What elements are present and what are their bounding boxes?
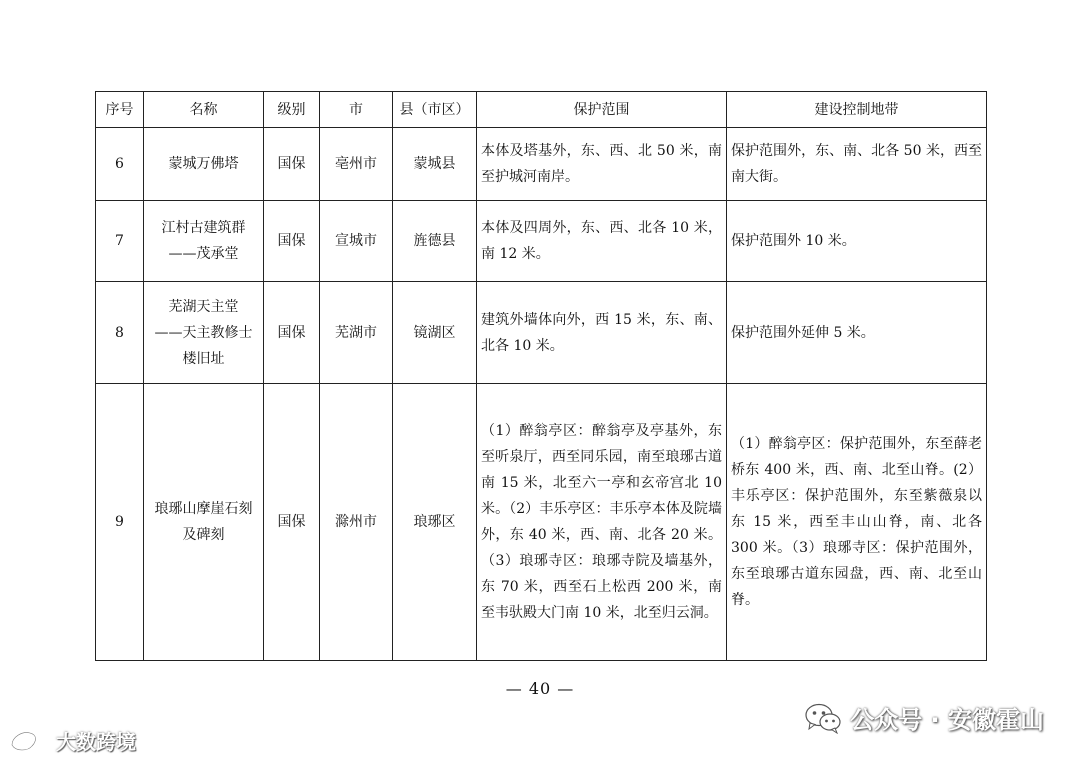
table-row xyxy=(96,384,987,661)
cell-no: 7 xyxy=(96,201,144,282)
header-level: 级别 xyxy=(264,92,320,128)
cell-name xyxy=(144,201,264,282)
wechat-watermark xyxy=(804,700,1044,735)
name-line: 蒙城万佛塔 xyxy=(168,156,239,172)
cell-control-zone: 保护范围外 10 米。 xyxy=(727,201,987,282)
table-header-row xyxy=(96,92,987,128)
weibo-icon xyxy=(8,727,50,755)
cell-control-zone: 保护范围外延伸 5 米。 xyxy=(727,282,987,384)
table-row xyxy=(96,128,987,201)
cell-level: 国保 xyxy=(264,128,320,201)
header-name: 名称 xyxy=(144,92,264,128)
header-city: 市 xyxy=(320,92,393,128)
cell-name xyxy=(144,282,264,384)
cell-no: 9 xyxy=(96,384,144,661)
cell-county: 旌德县 xyxy=(393,201,477,282)
header-no: 序号 xyxy=(96,92,144,128)
cell-county: 蒙城县 xyxy=(393,128,477,201)
weibo-watermark-text: 大数跨境 xyxy=(56,730,136,754)
wechat-watermark-text: 公众号 · 安徽霍山 xyxy=(850,706,1044,734)
wechat-icon xyxy=(804,702,842,734)
cell-level: 国保 xyxy=(264,384,320,661)
header-protection-range: 保护范围 xyxy=(477,92,727,128)
cell-county: 琅琊区 xyxy=(393,384,477,661)
cell-control-zone: （1）醉翁亭区：保护范围外，东至薛老桥东 400 米，西、南、北至山脊。(2）丰乐亭区：保护范围外，东至紫薇泉以东 15 米，西至丰山山脊，南、北各 300 米。（3）琅琊寺区：保护范围外，东至琅琊古道东园盘，西、南、北至山脊。 xyxy=(727,384,987,661)
cell-protection-range: 本体及四周外，东、西、北各 10 米，南 12 米。 xyxy=(477,201,727,282)
cell-name xyxy=(144,384,264,661)
name-line: 琅琊山摩崖石刻 xyxy=(154,501,253,517)
cell-level: 国保 xyxy=(264,201,320,282)
name-line: 及碑刻 xyxy=(182,527,225,543)
name-line: 芜湖天主堂 xyxy=(168,298,239,315)
cell-no: 8 xyxy=(96,282,144,384)
cell-protection-range: 本体及塔基外，东、西、北 50 米，南至护城河南岸。 xyxy=(477,128,727,201)
cell-city: 亳州市 xyxy=(320,128,393,201)
cell-county: 镜湖区 xyxy=(393,282,477,384)
weibo-watermark xyxy=(8,726,136,755)
cell-no: 6 xyxy=(96,128,144,201)
page-number: — 40 — xyxy=(505,679,575,698)
cell-city: 滁州市 xyxy=(320,384,393,661)
cell-protection-range: （1）醉翁亭区：醉翁亭及亭基外，东至听泉厅，西至同乐园，南至琅琊古道南 15 米，北至六一亭和玄帝宫北 10 米。（2）丰乐亭区：丰乐亭本体及院墙外，东 40 米，西、南、北各 20 米。（3）琅琊寺区：琅琊寺院及墙基外，东 70 米，西至石上松西 200 米，南至韦驮殿大门南 10 米，北至归云洞。 xyxy=(477,384,727,661)
cell-city: 芜湖市 xyxy=(320,282,393,384)
cell-city: 宣城市 xyxy=(320,201,393,282)
cell-level: 国保 xyxy=(264,282,320,384)
cell-name xyxy=(144,128,264,201)
header-control-zone: 建设控制地带 xyxy=(727,92,987,128)
cell-control-zone: 保护范围外，东、南、北各 50 米，西至南大街。 xyxy=(727,128,987,201)
table-row xyxy=(96,282,987,384)
name-line: ——天主教修士 xyxy=(154,324,253,341)
name-line: 楼旧址 xyxy=(182,350,225,367)
name-line: ——茂承堂 xyxy=(168,246,239,262)
heritage-protection-table xyxy=(95,91,987,661)
name-line: 江村古建筑群 xyxy=(161,220,246,236)
cell-protection-range: 建筑外墙体向外，西 15 米，东、南、北各 10 米。 xyxy=(477,282,727,384)
header-county: 县（市区） xyxy=(393,92,477,128)
table-row xyxy=(96,201,987,282)
